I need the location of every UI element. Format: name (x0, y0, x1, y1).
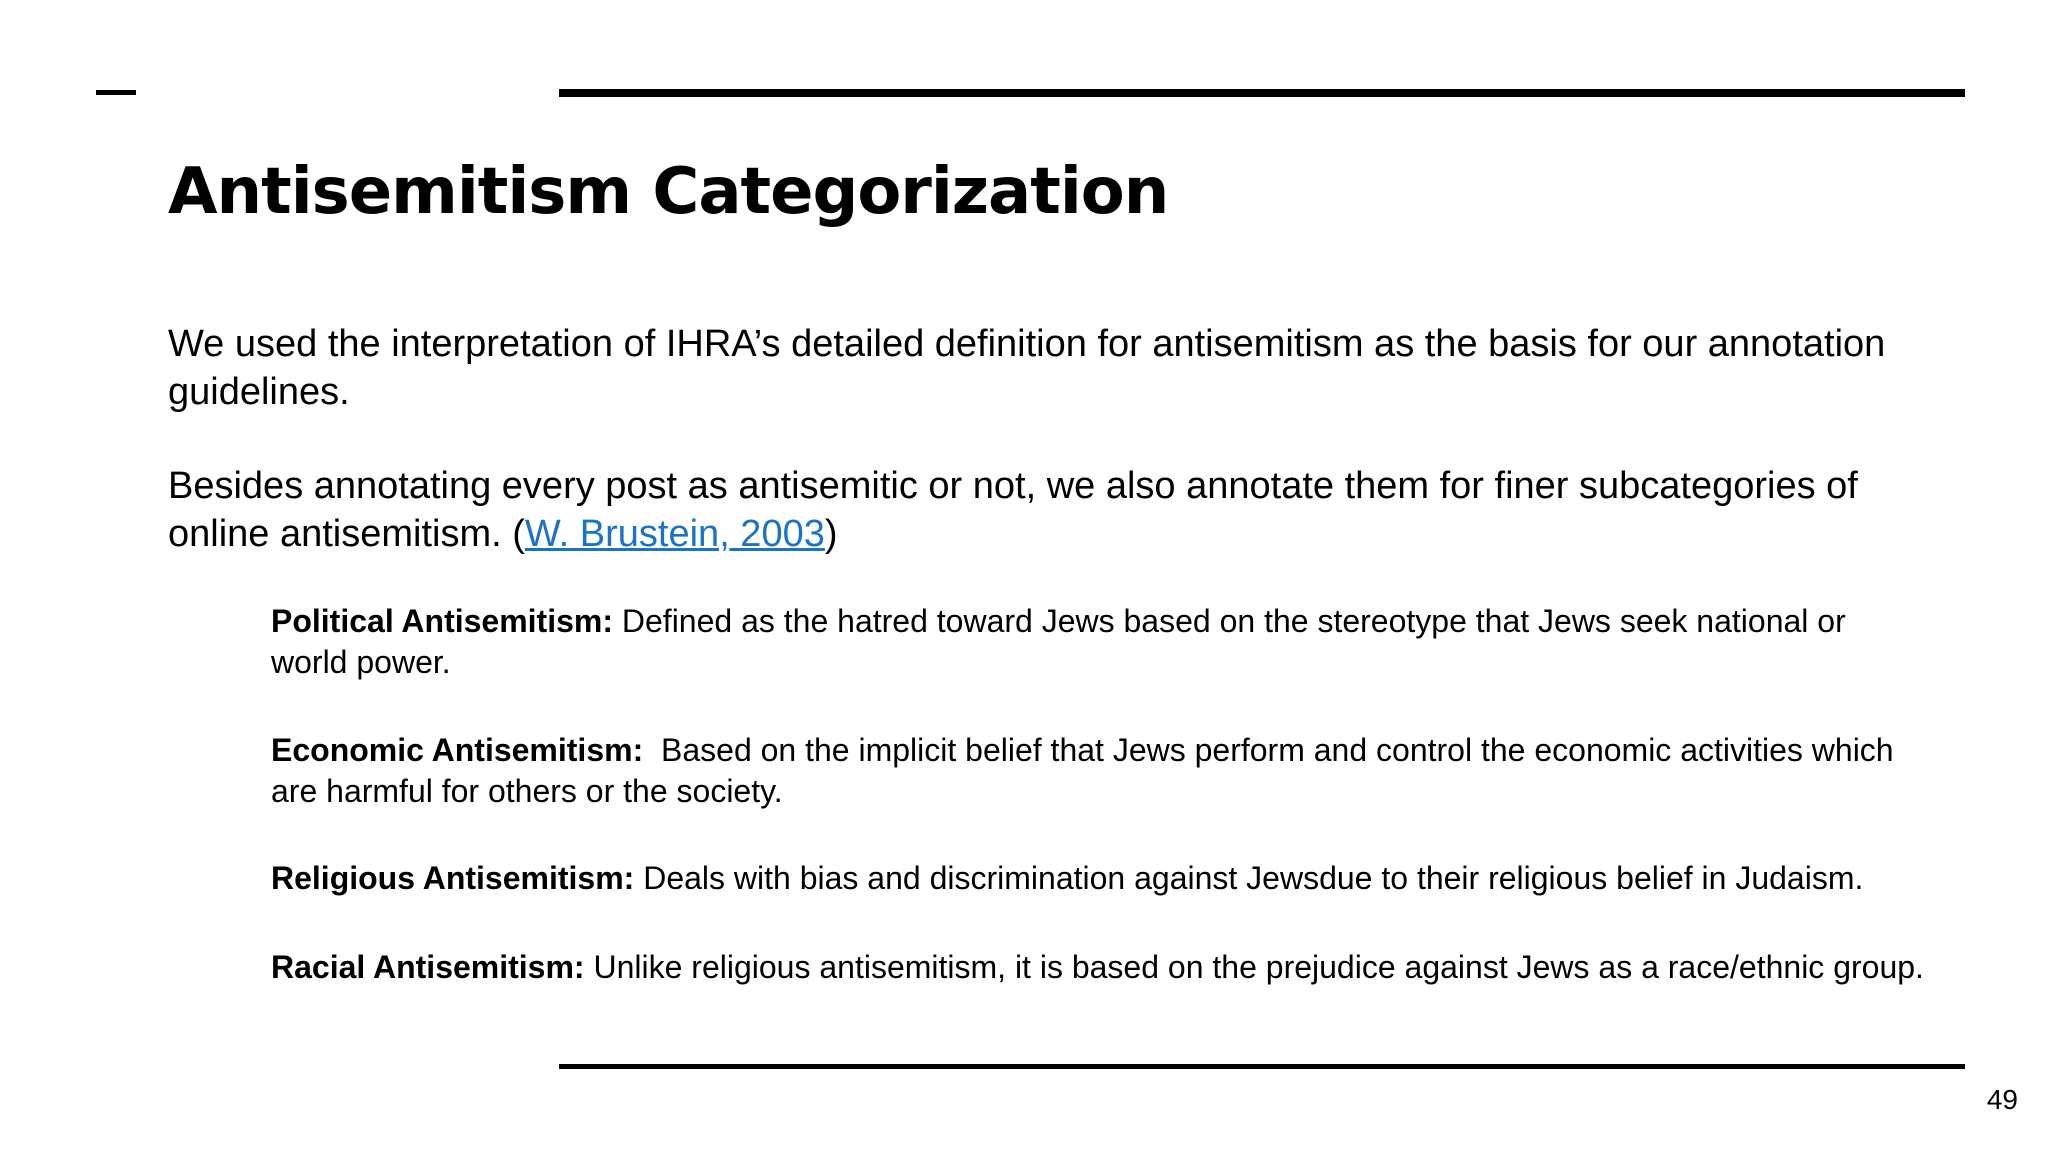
citation-link[interactable]: W. Brustein, 2003 (524, 513, 825, 555)
bottom-rule (559, 1064, 1965, 1069)
category-description: Defined as the hatred toward Jews based on the stereotype that Jews seek national or world power. (271, 603, 1846, 680)
category-description: Based on the implicit belief that Jews perform and control the economic activities which are harmful for others or the society. (271, 732, 1903, 809)
citation-close: ) (824, 513, 838, 555)
category-label: Political Antisemitism: (271, 603, 613, 639)
category-label: Religious Antisemitism: (271, 860, 635, 896)
top-rule (559, 89, 1965, 97)
category-description: Deals with bias and discrimination against Jewsdue to their religious belief in Judaism. (634, 860, 1864, 896)
category-economic (271, 730, 1931, 812)
category-label: Racial Antisemitism: (271, 949, 585, 985)
category-racial (271, 947, 1931, 988)
accent-dash (96, 90, 136, 95)
subcategories-paragraph (168, 462, 1928, 558)
category-description: Unlike religious antisemitism, it is based on the prejudice against Jews as a race/ethnic group. (584, 949, 1924, 985)
category-label: Economic Antisemitism: (271, 732, 644, 768)
category-political (271, 601, 1931, 683)
slide-title: Antisemitism Categorization (168, 155, 1169, 229)
category-religious (271, 858, 1931, 899)
page-number: 49 (1986, 1084, 2018, 1115)
subcategories-text: Besides annotating every post as antisemitic or not, we also annotate them for finer subcategories of online antisemitism. ( (168, 465, 1858, 555)
intro-paragraph: We used the interpretation of IHRA’s detailed definition for antisemitism as the basis for our annotation guidelines. (168, 323, 1886, 413)
